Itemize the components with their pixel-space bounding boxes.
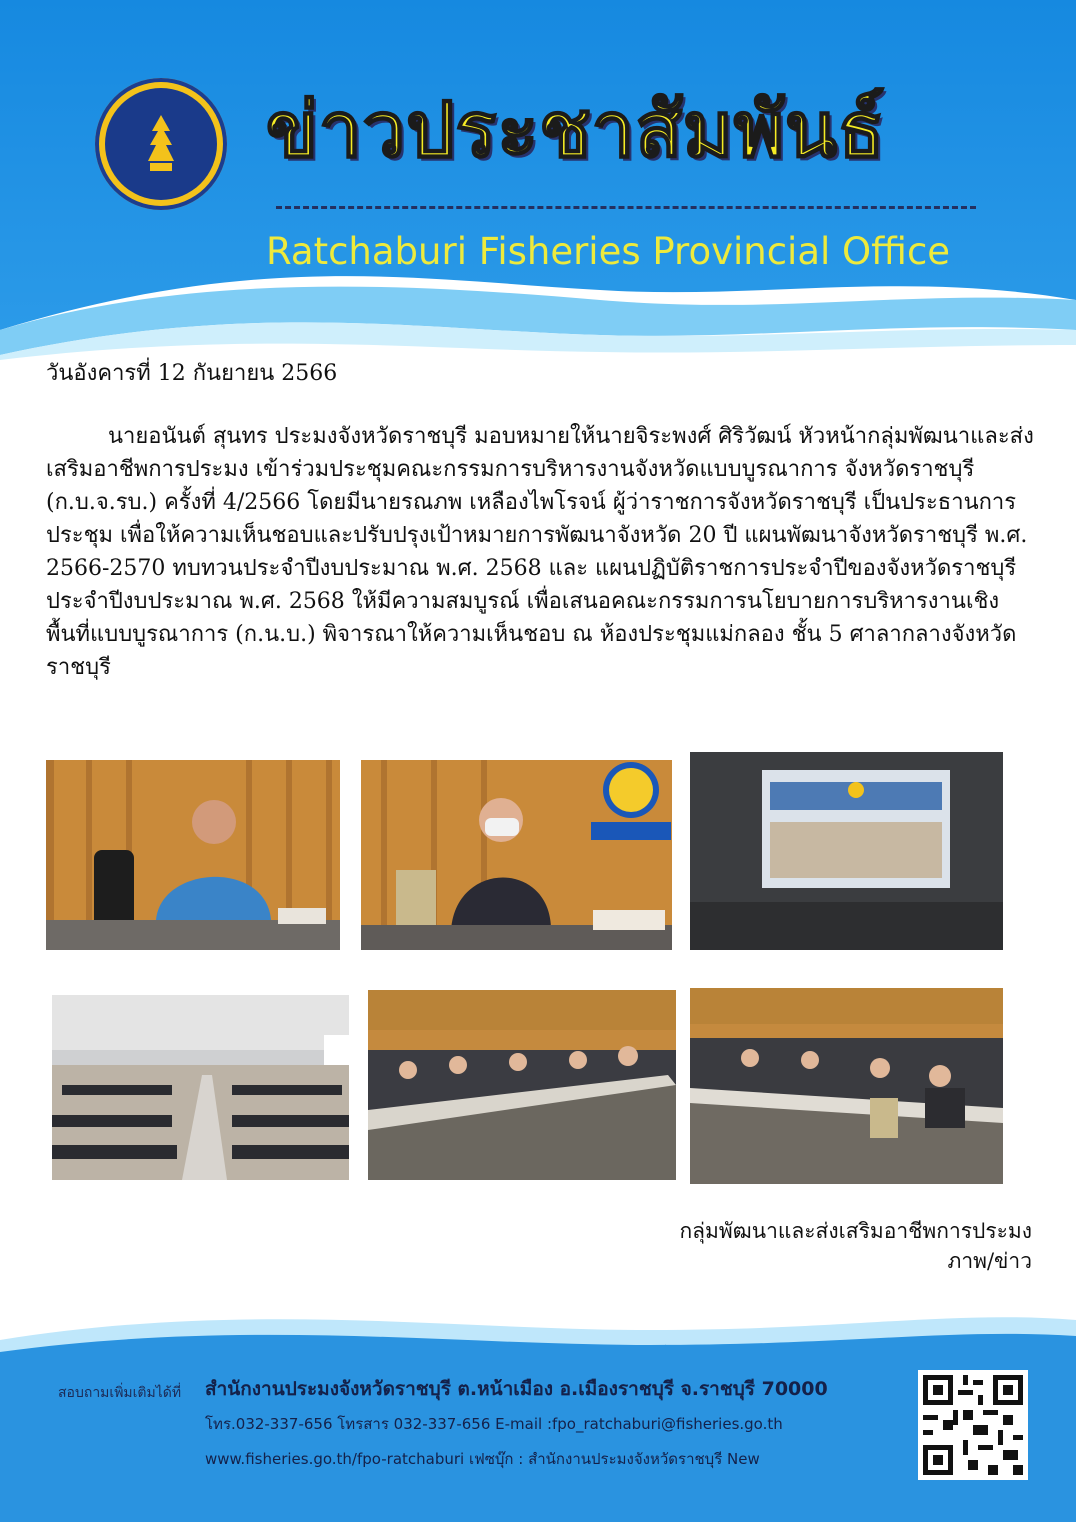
contact-label: สอบถามเพิ่มเติมได้ที่: [58, 1385, 182, 1401]
credit-department: กลุ่มพัฒนาและส่งเสริมอาชีพการประมง: [679, 1219, 1032, 1243]
office-name: Ratchaburi Fisheries Provincial Office: [266, 230, 951, 273]
qr-code-icon: [918, 1370, 1028, 1480]
photo-chairman-speaking: [46, 760, 340, 950]
news-credit: [679, 1216, 1032, 1276]
photo-meeting-room-wide: [52, 995, 349, 1180]
footer-wave-background: [0, 1300, 1076, 1522]
photo-female-official: [361, 760, 672, 950]
credit-type: ภาพ/ข่าว: [947, 1249, 1032, 1273]
header-banner: [0, 0, 1076, 360]
page-title: ข่าวประชาสัมพันธ์: [266, 85, 886, 174]
footer-contact: [0, 1300, 1076, 1522]
office-website-facebook: www.fisheries.go.th/fpo-ratchaburi เฟซบุ๊ก : สำนักงานประมงจังหวัดราชบุรี New: [205, 1450, 760, 1468]
office-phone-email: โทร.032-337-656 โทรสาร 032-337-656 E-mail :fpo_ratchaburi@fisheries.go.th: [205, 1415, 783, 1433]
photo-presentation-screen: [690, 752, 1003, 950]
department-logo: [95, 78, 227, 210]
news-date: วันอังคารที่ 12 กันยายน 2566: [46, 361, 338, 386]
photo-attendees-right-row: [690, 988, 1003, 1184]
office-address: สำนักงานประมงจังหวัดราชบุรี ต.หน้าเมือง อ.เมืองราชบุรี จ.ราชบุรี 70000: [205, 1378, 828, 1400]
news-body-text: นายอนันต์ สุนทร ประมงจังหวัดราชบุรี มอบหมายให้นายจิระพงศ์ ศิริวัฒน์ หัวหน้ากลุ่มพัฒนาและส่งเสริมอาชีพการประมง เข้าร่วมประชุมคณะกรรมการบริหารงานจังหวัดแบบบูรณาการ จังหวัดราชบุรี (ก.บ.จ.รบ.) ครั้งที่ 4/2566 โดยมีนายรณภพ เหลืองไพโรจน์ ผู้ว่าราชการจังหวัดราชบุรี เป็นประธานการประชุม เพื่อให้ความเห็นชอบและปรับปรุงเป้าหมายการพัฒนาจังหวัด 20 ปี แผนพัฒนาจังหวัดราชบุรี พ.ศ. 2566-2570 ทบทวนประจำปีงบประมาณ พ.ศ. 2568 และ แผนปฏิบัติราชการประจำปีของจังหวัดราชบุรี ประจำปีงบประมาณ พ.ศ. 2568 ให้มีความสมบูรณ์ เพื่อเสนอคณะกรรมการนโยบายการบริหารงานเชิงพื้นที่แบบบูรณาการ (ก.น.บ.) พิจารณาให้ความเห็นชอบ ณ ห้องประชุมแม่กลอง ชั้น 5 ศาลากลางจังหวัดราชบุรี: [46, 424, 1034, 680]
title-divider: [276, 206, 976, 212]
news-body: [46, 420, 1036, 684]
department-of-fisheries-seal-icon: [105, 88, 217, 200]
photo-attendees-left-row: [368, 990, 676, 1180]
